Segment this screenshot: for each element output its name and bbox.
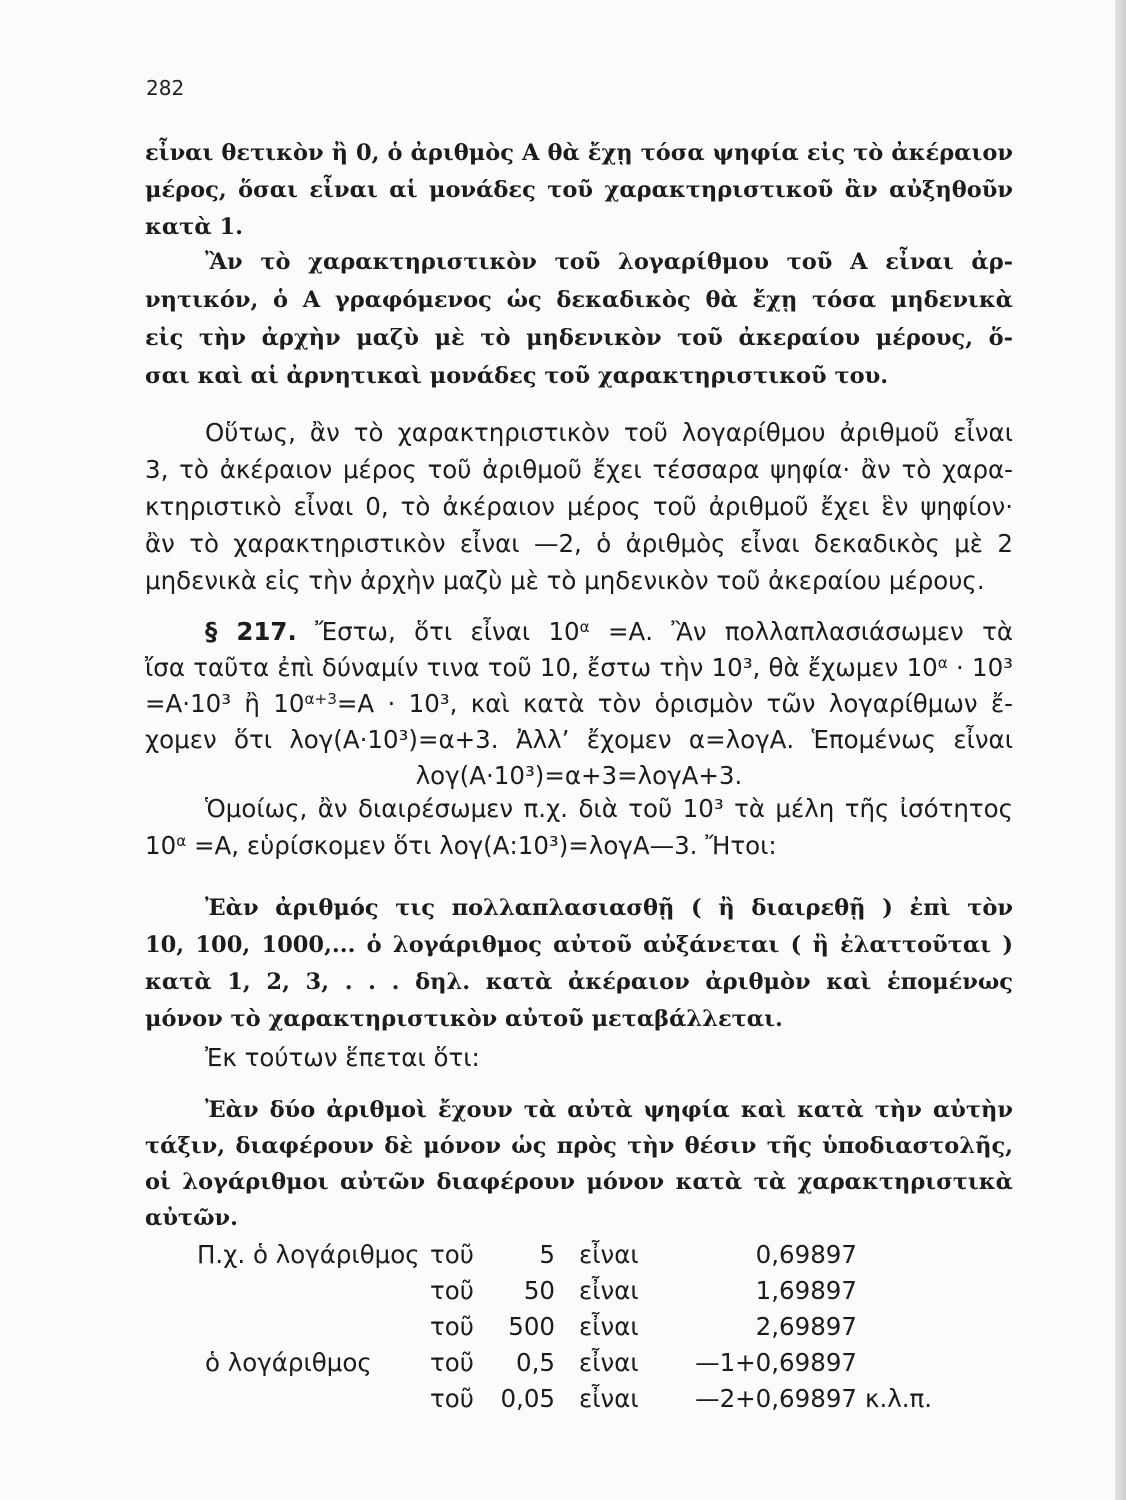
superscript: α+3 <box>304 689 337 708</box>
section-217 <box>145 614 1013 794</box>
text-line <box>145 614 1013 650</box>
logarithm-value: 1,69897 <box>755 1276 857 1305</box>
text-line: 10, 100, 1000,... ὁ λογάριθμος αὐτοῦ αὐξάνεται ( ἢ ἐλαττοῦται ) <box>145 932 1013 958</box>
paragraph-division <box>145 790 1013 864</box>
text-line: νητικόν, ὁ Α γραφόμενος ὡς δεκαδικὸς θὰ ἔχῃ τόσα μηδενικὰ <box>145 287 1013 313</box>
text-segment: Ἔστω, ὅτι εἶναι 10 <box>296 617 580 646</box>
text-line: κατὰ 1. <box>145 214 243 240</box>
text-segment: 10 <box>145 831 177 860</box>
paragraph-example <box>145 414 1013 599</box>
text-line: κατὰ 1, 2, 3, . . . δηλ. κατὰ ἀκέραιον ἀριθμὸν καὶ ἑπομένως <box>145 969 1013 995</box>
column-gap <box>555 1345 579 1381</box>
text-line: Ἂν τὸ χαρακτηριστικὸν τοῦ λογαρίθμου τοῦ Α εἶναι ἀρ- <box>205 249 1013 275</box>
of-word: τοῦ <box>430 1240 474 1269</box>
text-segment: =Α. Ἂν πολλαπλασιάσωμεν τὰ <box>589 617 1013 646</box>
text-line <box>145 650 1013 686</box>
number: 5 <box>539 1240 555 1269</box>
of-word: τοῦ <box>430 1384 474 1413</box>
text-line: μόνον τὸ χαρακτηριστικὸν αὐτοῦ μεταβάλλεται. <box>145 1006 783 1032</box>
superscript: α <box>579 617 590 636</box>
of-word: τοῦ <box>430 1348 474 1377</box>
is-word: εἶναι <box>579 1348 639 1377</box>
row-label-empty <box>197 1273 430 1309</box>
column-gap <box>555 1273 579 1309</box>
column-gap <box>555 1381 579 1417</box>
is-word: εἶναι <box>579 1384 639 1413</box>
text-line: εἰς τὴν ἀρχὴν μαζὺ μὲ τὸ μηδενικὸν τοῦ ἀκεραίου μέρους, ὅ- <box>145 325 1013 351</box>
row-label-empty <box>197 1309 430 1345</box>
text-line: Ἐκ τούτων ἕπεται ὅτι: <box>205 1043 480 1072</box>
text-line: τάξιν, διαφέρουν δὲ μόνον ὡς πρὸς τὴν θέσιν τῆς ὑποδιαστολῆς, <box>145 1133 1013 1159</box>
table-row <box>197 1345 947 1381</box>
text-line: κτηριστικὸ εἶναι 0, τὸ ἀκέραιον μέρος τοῦ ἀριθμοῦ ἔχει ἓν ψηφίον· <box>145 492 1013 521</box>
rule-bold-multiplication <box>145 890 1013 1038</box>
text-line: οἱ λογάριθμοι αὐτῶν διαφέρουν μόνον κατὰ τὰ χαρακτηριστικὰ <box>145 1169 1013 1195</box>
logarithm-value: —2+0,69897 <box>695 1384 857 1413</box>
paragraph-bold-characteristic-positive <box>145 135 1013 246</box>
text-segment: =Α, εὑρίσκομεν ὅτι λογ(Α:10³)=λογΑ—3. Ἤτοι: <box>186 831 777 860</box>
table-row <box>197 1237 947 1273</box>
of-word: τοῦ <box>430 1276 474 1305</box>
column-gap <box>555 1309 579 1345</box>
text-line: Οὕτως, ἂν τὸ χαρακτηριστικὸν τοῦ λογαρίθμου ἀριθμοῦ εἶναι <box>205 418 1013 447</box>
logarithm-examples-table <box>197 1237 947 1417</box>
text-line: Ἐὰν ἀριθμός τις πολλαπλασιασθῇ ( ἢ διαιρεθῇ ) ἐπὶ τὸν <box>205 895 1013 921</box>
logarithm-value: —1+0,69897 <box>695 1348 857 1377</box>
table-row <box>197 1381 947 1417</box>
is-word: εἶναι <box>579 1240 639 1269</box>
text-segment: · 10³ <box>947 653 1013 682</box>
text-line: εἶναι θετικὸν ἢ 0, ὁ ἀριθμὸς Α θὰ ἔχῃ τόσα ψηφία εἰς τὸ ἀκέραιον <box>145 140 1013 166</box>
paragraph-consequence <box>145 1040 1013 1076</box>
text-line <box>145 686 1013 722</box>
text-segment: =Α·10³ ἢ 10 <box>145 689 305 718</box>
text-segment: =Α · 10³, καὶ κατὰ τὸν ὁρισμὸν τῶν λογαρίθμων ἔ- <box>336 689 1013 718</box>
table-row <box>197 1309 947 1345</box>
text-line: αὐτῶν. <box>145 1205 238 1231</box>
rule-bold-same-digits <box>145 1092 1013 1236</box>
number: 50 <box>523 1276 555 1305</box>
column-gap <box>555 1237 579 1273</box>
section-number: § 217. <box>205 617 297 646</box>
centered-formula: λογ(Α·10³)=α+3=λογΑ+3. <box>415 761 743 790</box>
text-line: 3, τὸ ἀκέραιον μέρος τοῦ ἀριθμοῦ ἔχει τέσσαρα ψηφία· ἂν τὸ χαρα- <box>145 455 1013 484</box>
page-edge-shadow <box>1115 0 1126 1500</box>
text-line: Ὁμοίως, ἂν διαιρέσωμεν π.χ. διὰ τοῦ 10³ τὰ μέλη τῆς ἰσότητος <box>205 794 1013 823</box>
text-line: Ἐὰν δύο ἀριθμοὶ ἔχουν τὰ αὐτὰ ψηφία καὶ κατὰ τὴν αὐτὴν <box>205 1097 1013 1123</box>
number: 0,5 <box>516 1348 555 1377</box>
number: 500 <box>508 1312 555 1341</box>
text-line: σαι καὶ αἱ ἀρνητικαὶ μονάδες τοῦ χαρακτηριστικοῦ του. <box>145 363 889 389</box>
is-word: εἶναι <box>579 1312 639 1341</box>
number: 0,05 <box>500 1384 555 1413</box>
text-line <box>145 827 1013 864</box>
paragraph-bold-characteristic-negative <box>145 243 1013 395</box>
table-row <box>197 1273 947 1309</box>
text-segment: ἴσα ταῦτα ἐπὶ δύναμίν τινα τοῦ 10, ἔστω τὴν 10³, θὰ ἔχωμεν 10 <box>145 653 938 682</box>
page-number: 282 <box>146 76 185 100</box>
text-line: μηδενικὰ εἰς τὴν ἀρχὴν μαζὺ μὲ τὸ μηδενικὸν τοῦ ἀκεραίου μέρους. <box>145 566 985 595</box>
is-word: εἶναι <box>579 1276 639 1305</box>
text-line: ἂν τὸ χαρακτηριστικὸν εἶναι —2, ὁ ἀριθμὸς εἶναι δεκαδικὸς μὲ 2 <box>145 529 1013 558</box>
row-label-empty <box>197 1381 430 1417</box>
logarithm-value: 0,69897 <box>755 1240 857 1269</box>
of-word: τοῦ <box>430 1312 474 1341</box>
row-label: Π.χ. ὁ λογάριθμος <box>197 1240 420 1269</box>
text-line: μέρος, ὅσαι εἶναι αἱ μονάδες τοῦ χαρακτηριστικοῦ ἂν αὐξηθοῦν <box>145 177 1013 203</box>
etc-suffix: κ.λ.π. <box>865 1384 933 1413</box>
superscript: α <box>176 831 187 850</box>
text-line: χομεν ὅτι λογ(Α·10³)=α+3. Ἀλλ’ ἔχομεν α=λογΑ. Ἑπομένως εἶναι <box>145 725 1013 754</box>
logarithm-value: 2,69897 <box>755 1312 857 1341</box>
superscript: α <box>937 653 948 672</box>
row-label: ὁ λογάριθμος <box>205 1348 372 1377</box>
